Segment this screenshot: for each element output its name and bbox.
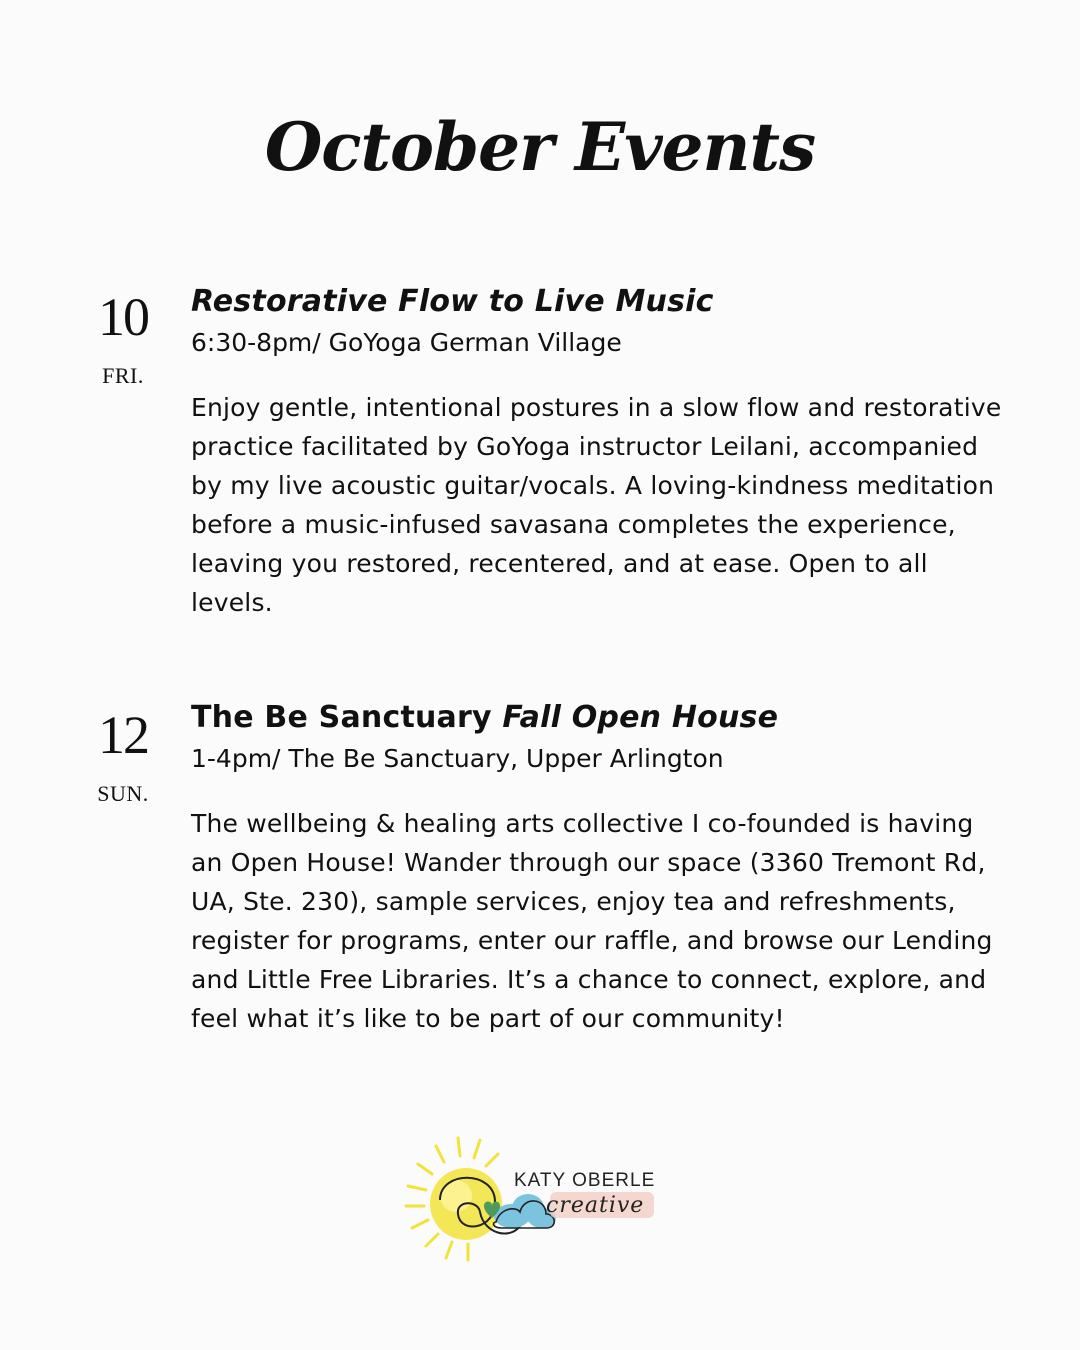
event-description: The wellbeing & healing arts collective I co-founded is having an Open House! Wander through our space (3360 Tremont Rd, UA, Ste. 230), sample services, enjoy tea and refreshments, register for programs, enter our raffle, and browse our Lending and Little Free Libraries. It’s a chance to connect, explore, and feel what it’s like to be part of our community! [191,809,993,1033]
event-date [80,705,166,806]
event-title [191,700,1011,736]
logo-name-text: KATY OBERLE [514,1170,656,1191]
event-day-number: 12 [98,705,148,765]
event-content [191,700,1011,1038]
event-day-of-week: FRI. [102,363,144,388]
event-content [191,284,1011,622]
event-date [80,287,166,388]
event-title [191,284,1011,320]
event-title-italic: Fall Open House [502,700,779,735]
sun-cloud-logo-icon [400,1130,670,1270]
brand-logo [400,1130,670,1270]
event-time-location: 1-4pm/ The Be Sanctuary, Upper Arlington [191,744,724,773]
event-day-of-week: SUN. [97,781,149,806]
event-time-location: 6:30-8pm/ GoYoga German Village [191,328,622,357]
event-title-text: Restorative Flow to Live Music [191,284,714,319]
event-day-number: 10 [98,287,148,347]
logo-creative-text: creative [546,1193,645,1218]
event-description: Enjoy gentle, intentional postures in a slow flow and restorative practice facilitated by GoYoga instructor Leilani, accompanied by my live acoustic guitar/vocals. A loving-kindness meditation before a music-infused savasana completes the experience, leaving you restored, recentered, and at ease. Open to all levels. [191,393,1002,617]
page-title: October Events [264,108,816,186]
event-title-text: The Be Sanctuary [191,700,503,735]
